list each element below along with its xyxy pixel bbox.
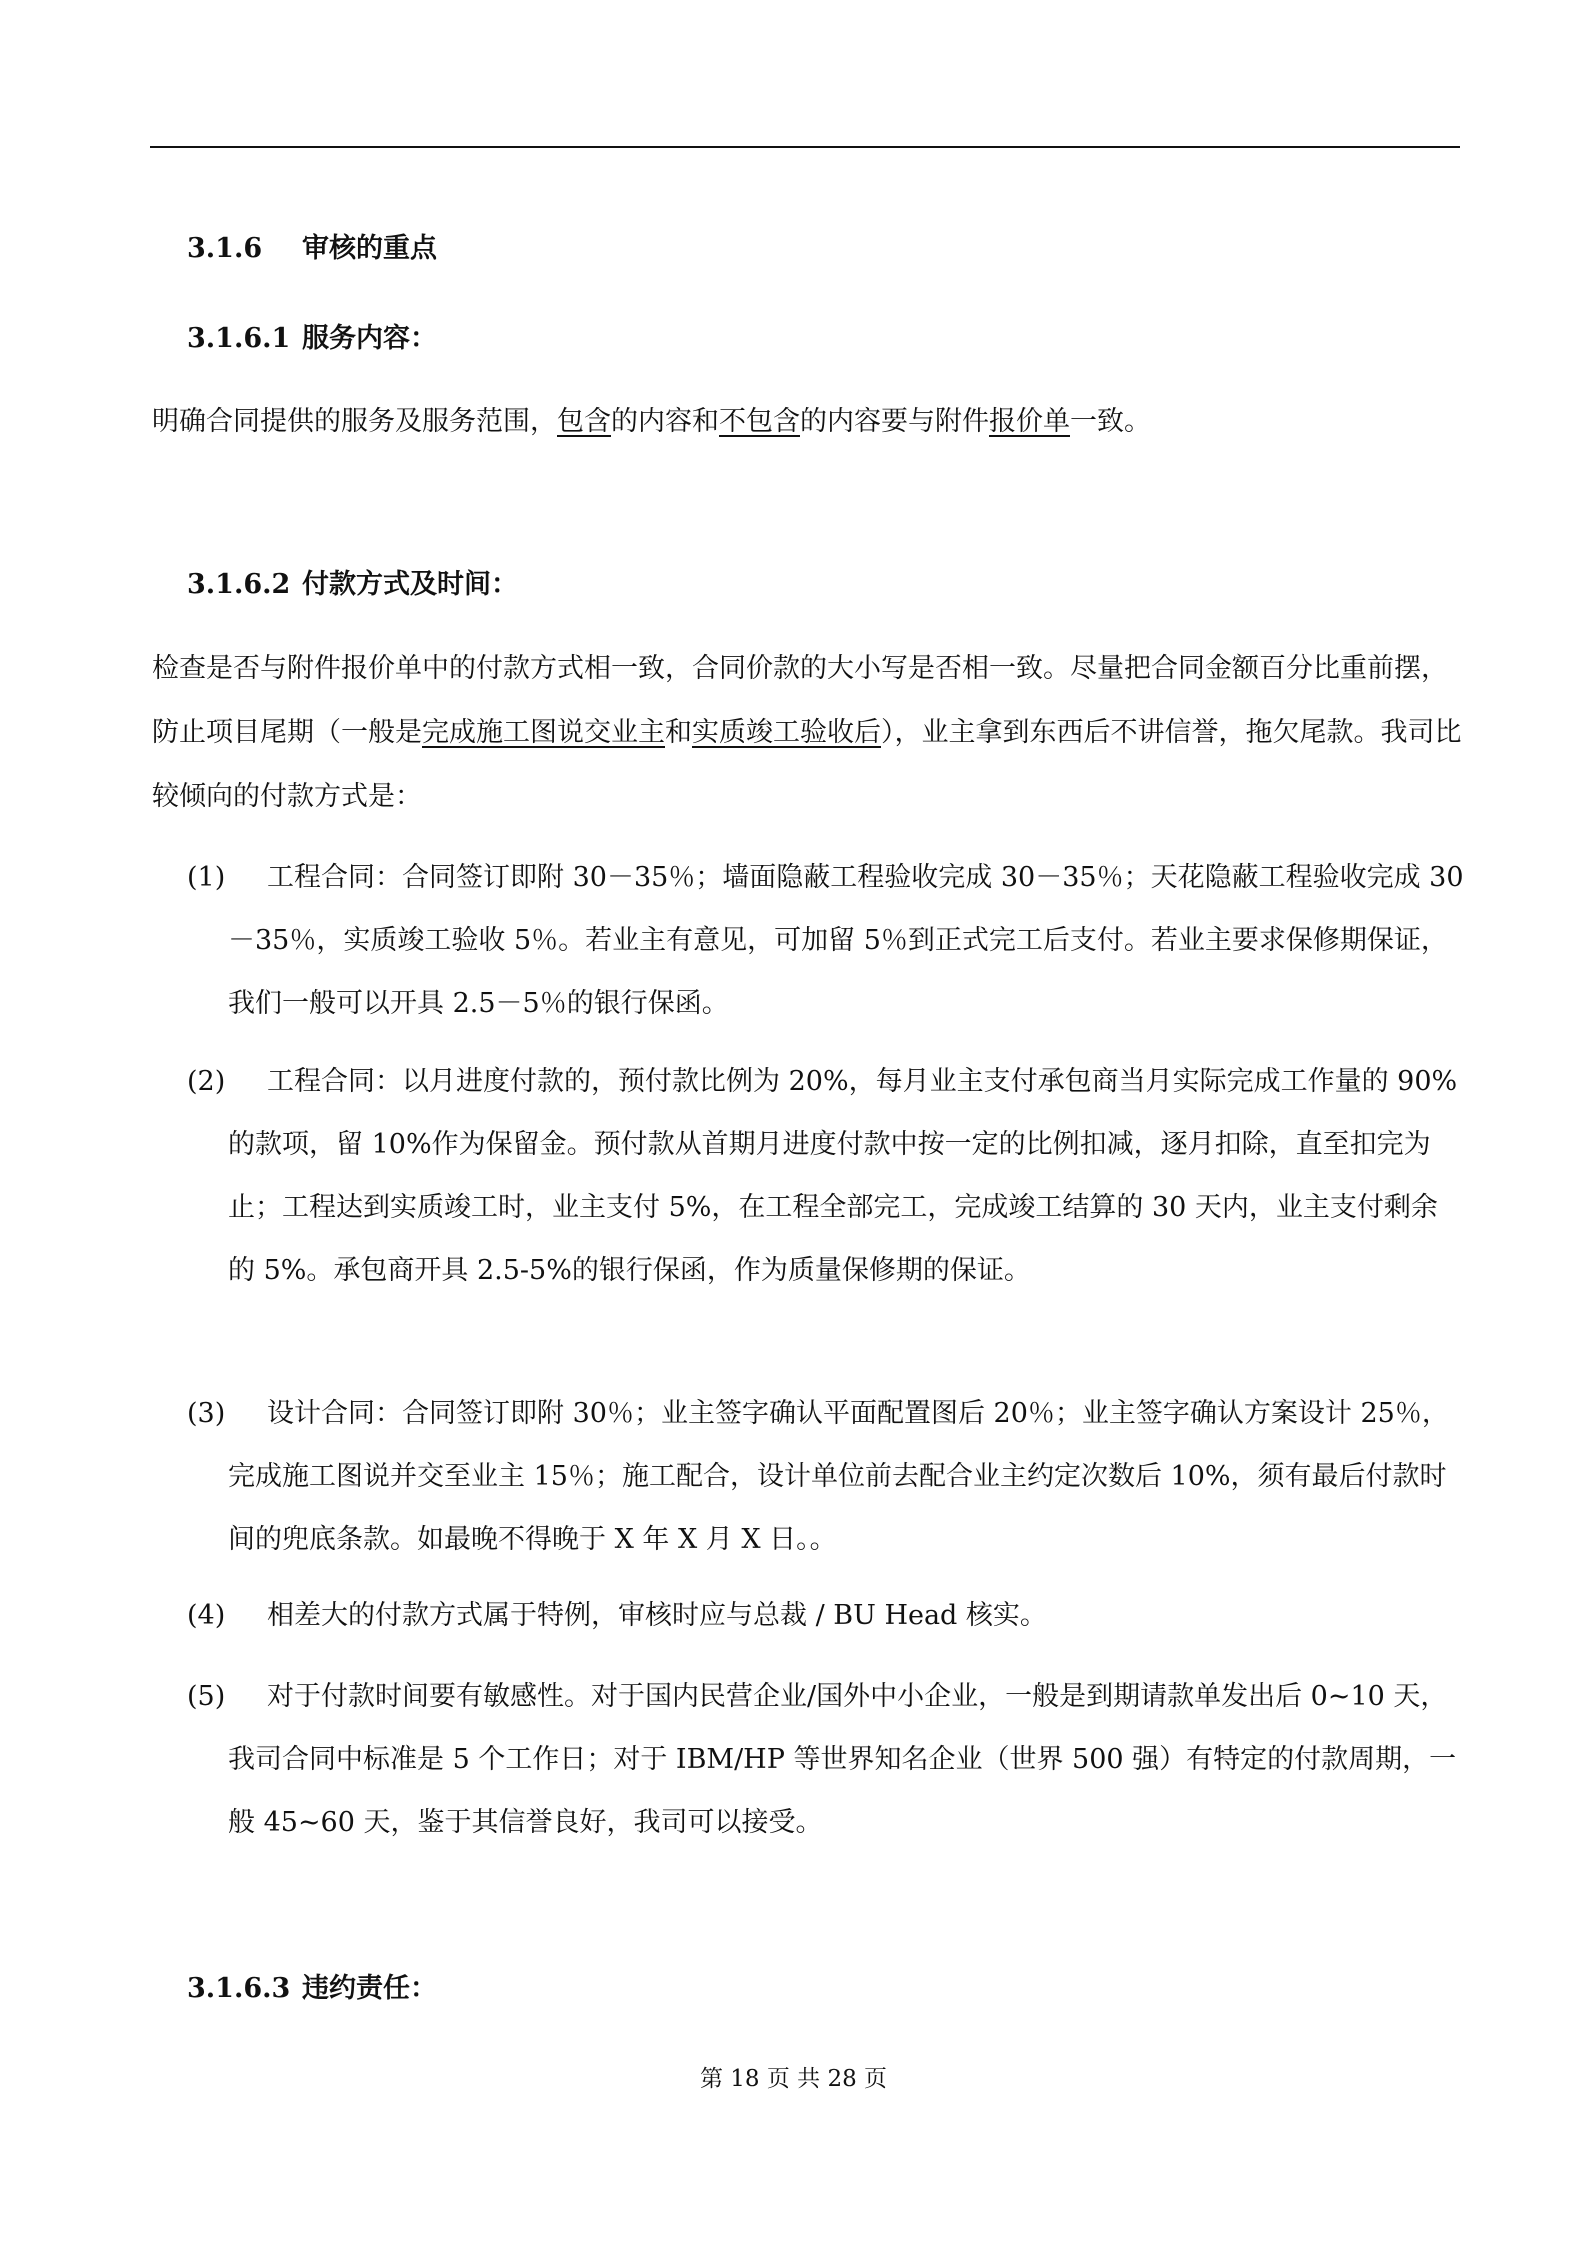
- list-marker: (3): [187, 1398, 226, 1429]
- list-marker: (5): [187, 1681, 226, 1712]
- list-marker: (4): [187, 1600, 226, 1631]
- text-run: 的内容要与附件: [800, 406, 989, 437]
- list-item: [187, 846, 1464, 1035]
- list-item-text: 工程合同：合同签订即附 30－35％；墙面隐蔽工程验收完成 30－35％；天花隐蔽工程验收完成 30－35％，实质竣工验收 5％。若业主有意见，可加留 5％到正式完工后支付。若业主要求保修期保证，我们一般可以开具 2.5－5％的银行保函。: [228, 862, 1464, 1019]
- text-run: 明确合同提供的服务及服务范围，: [152, 406, 557, 437]
- subsection-heading-liability: [187, 1971, 437, 2007]
- service-paragraph: [152, 390, 1464, 454]
- section-number: 3.1.6: [187, 233, 263, 264]
- subsection-title: 服务内容：: [302, 323, 437, 354]
- payment-paragraph: [152, 637, 1464, 829]
- text-run: 的内容和: [611, 406, 719, 437]
- section-heading: [187, 231, 437, 267]
- subsection-title: 付款方式及时间：: [302, 569, 518, 600]
- list-marker: (1): [187, 862, 226, 893]
- list-item-text: 对于付款时间要有敏感性。对于国内民营企业/国外中小企业，一般是到期请款单发出后 0~10 天，我司合同中标准是 5 个工作日；对于 IBM/HP 等世界知名企业（世界 500 强）有特定的付款周期，一般 45~60 天，鉴于其信誉良好，我司可以接受。: [228, 1681, 1457, 1838]
- list-marker: (2): [187, 1066, 226, 1097]
- underlined-text: 实质竣工验收后: [692, 717, 881, 748]
- subsection-heading-service: [187, 321, 437, 357]
- subsection-number: 3.1.6.3: [187, 1973, 291, 2004]
- list-item: [187, 1665, 1464, 1854]
- list-item: [187, 1584, 1464, 1647]
- subsection-heading-payment: [187, 567, 518, 603]
- list-item-text: 工程合同：以月进度付款的，预付款比例为 20%，每月业主支付承包商当月实际完成工作量的 90%的款项，留 10%作为保留金。预付款从首期月进度付款中按一定的比例扣减，逐月扣除，直至扣完为止；工程达到实质竣工时，业主支付 5%，在工程全部完工，完成竣工结算的 30 天内，业主支付剩余的 5%。承包商开具 2.5-5%的银行保函，作为质量保修期的保证。: [228, 1066, 1458, 1286]
- subsection-title: 违约责任：: [302, 1973, 437, 2004]
- underlined-text: 完成施工图说交业主: [422, 717, 665, 748]
- list-item: [187, 1382, 1464, 1571]
- underlined-text: 报价单: [989, 406, 1070, 437]
- header-rule: [150, 146, 1460, 148]
- text-run: 和: [665, 717, 692, 748]
- page-footer: 第 18 页 共 28 页: [699, 2066, 888, 2092]
- section-title: 审核的重点: [302, 233, 437, 264]
- underlined-text: 包含: [557, 406, 611, 437]
- list-item-text: 相差大的付款方式属于特例，审核时应与总裁 / BU Head 核实。: [267, 1600, 1047, 1631]
- text-run: 一致。: [1070, 406, 1151, 437]
- subsection-number: 3.1.6.2: [187, 569, 291, 600]
- underlined-text: 不包含: [719, 406, 800, 437]
- subsection-number: 3.1.6.1: [187, 323, 291, 354]
- text-run: 检查是否与附件报价单中的付款方式相一致，合同价款的大小写是否相一致。尽量把合同金额百分比重前摆，防止项目尾期（一般是: [152, 653, 1448, 748]
- list-item: [187, 1050, 1464, 1302]
- text-run: ），业主拿到东西后不讲信誉，拖欠尾款。我司比较倾向的付款方式是：: [152, 717, 1462, 812]
- list-item-text: 设计合同：合同签订即附 30％；业主签字确认平面配置图后 20％；业主签字确认方案设计 25％，完成施工图说并交至业主 15％；施工配合，设计单位前去配合业主约定次数后 10%，须有最后付款时间的兜底条款。如最晚不得晚于 X 年 X 月 X 日。。: [228, 1398, 1449, 1555]
